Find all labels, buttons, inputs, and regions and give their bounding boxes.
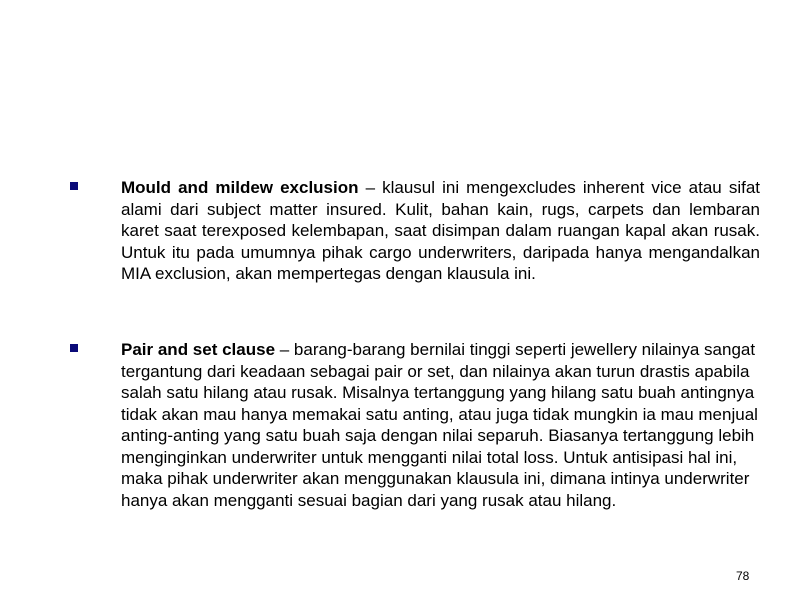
square-bullet-icon xyxy=(70,344,78,352)
bullet-description: – klausul ini mengexcludes inherent vice atau sifat alami dari subject matter insured. Kulit, bahan kain, rugs, carpets dan lembaran karet saat terexposed kelembapan, saat disimpan dalam ruangan kapal akan rusak. Untuk itu pada umumnya pihak cargo underwriters, daripada hanya mengandalkan MIA exclusion, akan mempertegas dengan klausula ini. xyxy=(121,178,760,283)
bullet-term: Pair and set clause xyxy=(121,340,276,359)
bullet-item-mould-mildew xyxy=(70,177,760,285)
page-number: 78 xyxy=(736,569,750,583)
square-bullet-icon xyxy=(70,182,78,190)
bullet-text xyxy=(121,177,760,285)
bullet-item-pair-set xyxy=(70,339,760,511)
bullet-term: Mould and mildew exclusion xyxy=(121,178,359,197)
bullet-description: – barang-barang bernilai tinggi seperti jewellery nilainya sangat tergantung dari keadaan sebagai pair or set, dan nilainya akan turun drastis apabila salah satu hilang atau rusak. Misalnya tertanggung yang hilang satu buah antingnya tidak akan mau hanya memakai satu anting, atau juga tidak mungkin ia mau menjual anting-anting yang satu buah saja dengan nilai separuh. Biasanya tertanggung lebih menginginkan underwriter untuk mengganti nilai total loss. Untuk antisipasi hal ini, maka pihak underwriter akan menggunakan klausula ini, dimana intinya underwriter hanya akan mengganti sesuai bagian dari yang rusak atau hilang. xyxy=(121,340,758,510)
bullet-text xyxy=(121,339,760,511)
